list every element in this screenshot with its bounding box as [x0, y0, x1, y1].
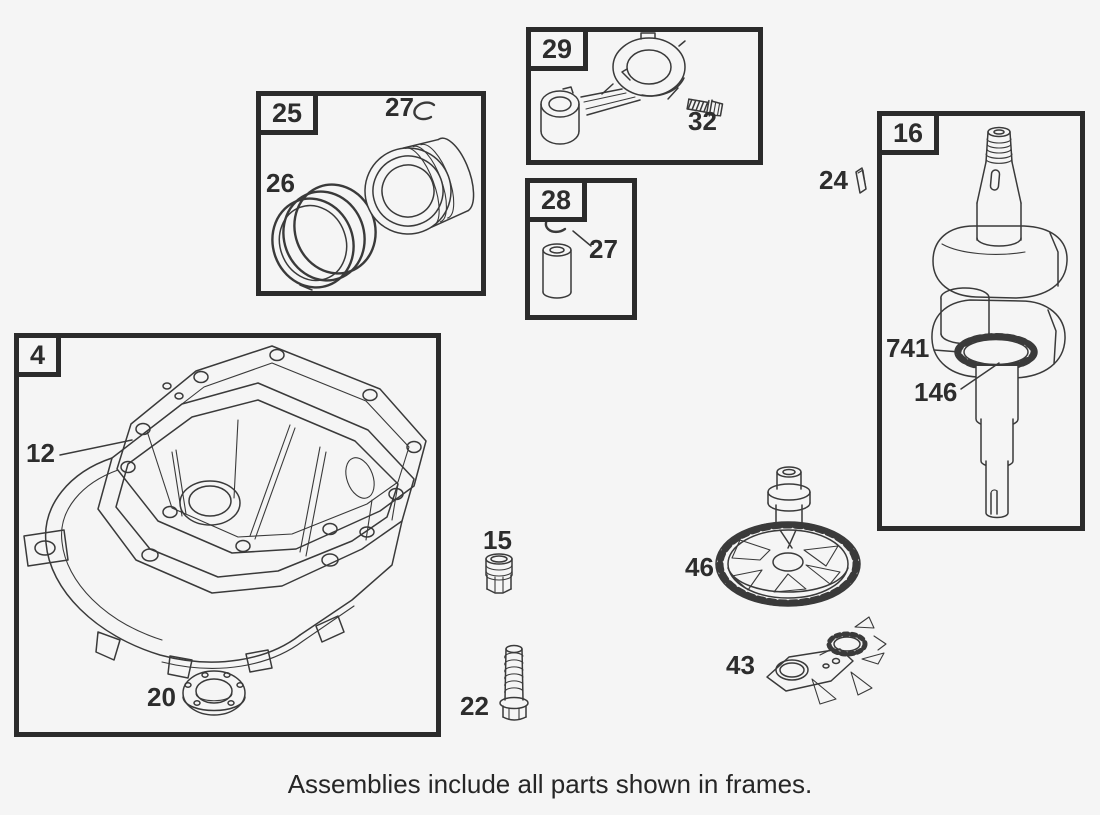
crankshaft-key-drawing [856, 168, 866, 193]
governor-slinger-drawing [767, 617, 886, 704]
frame-29 [526, 27, 763, 165]
diagram-caption: Assemblies include all parts shown in frames. [287, 769, 813, 799]
frame-4-label: 4 [14, 333, 61, 377]
part-label-27-piston: 27 [385, 92, 414, 122]
part-label-15: 15 [483, 525, 512, 555]
part-label-741: 741 [886, 333, 930, 363]
frame-29-label: 29 [526, 27, 588, 71]
part-label-27-pin: 27 [589, 234, 618, 264]
frame-16-label: 16 [877, 111, 939, 155]
part-label-20: 20 [147, 682, 176, 712]
part-label-43: 43 [726, 650, 755, 680]
frame-16 [877, 111, 1085, 531]
camshaft-gear-drawing [716, 467, 860, 606]
part-label-26: 26 [266, 168, 295, 198]
part-label-24: 24 [819, 165, 848, 195]
frame-4 [14, 333, 441, 737]
part-label-146: 146 [914, 377, 958, 407]
part-label-22: 22 [460, 691, 489, 721]
frame-28 [525, 178, 637, 320]
sump-bolt-drawing [500, 646, 528, 721]
oil-plug-drawing [486, 554, 512, 593]
part-label-46: 46 [685, 552, 714, 582]
part-label-32: 32 [688, 106, 717, 136]
frame-28-label: 28 [525, 178, 587, 222]
frame-25-label: 25 [256, 91, 318, 135]
part-label-12: 12 [26, 438, 55, 468]
